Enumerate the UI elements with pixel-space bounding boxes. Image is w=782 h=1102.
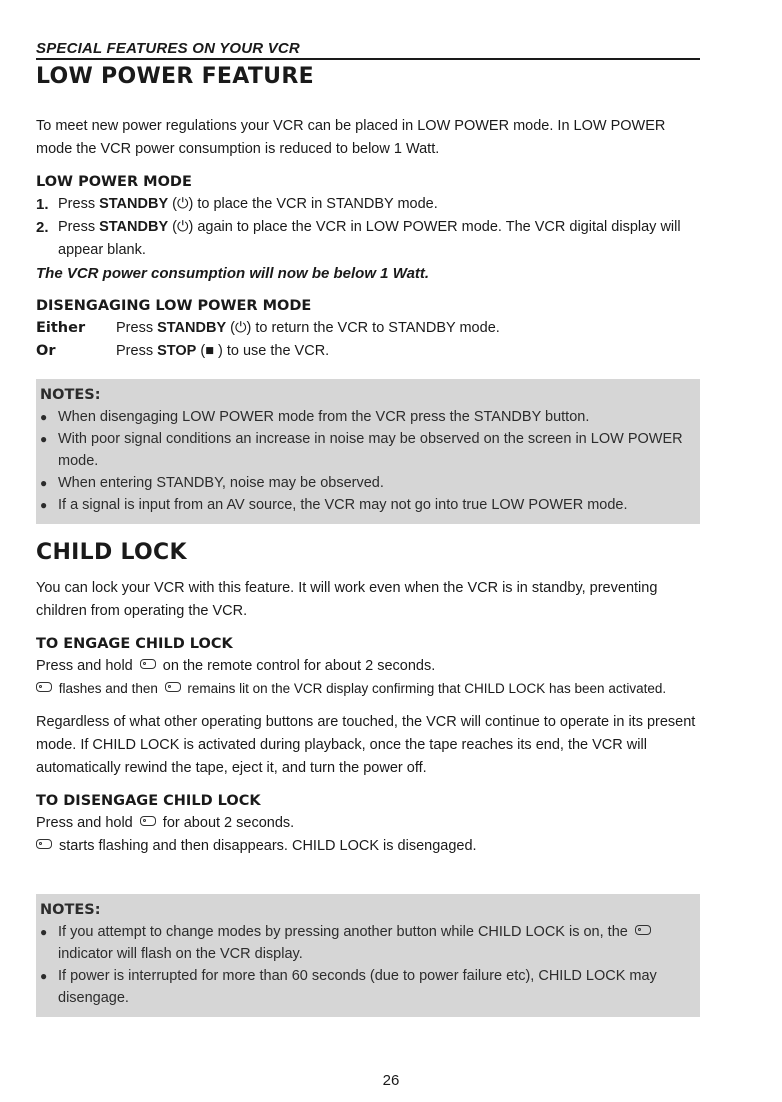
- step-1-post: to place the VCR in STANDBY mode.: [197, 196, 438, 212]
- low-power-mode-heading: LOW POWER MODE: [36, 174, 192, 190]
- or-row: [36, 340, 700, 363]
- notes-title: NOTES:: [40, 387, 101, 403]
- stop-key-label: STOP: [157, 343, 197, 359]
- disengage-low-power-heading: DISENGAGING LOW POWER MODE: [36, 298, 312, 314]
- child-lock-key-icon: [36, 682, 52, 692]
- child-lock-key-icon: [140, 659, 156, 669]
- section-header: SPECIAL FEATURES ON YOUR VCR: [36, 40, 700, 60]
- engage-post: on the remote control for about 2 seconds.: [162, 658, 436, 674]
- bullet-icon: ●: [40, 432, 48, 446]
- standby-key-label: STANDBY: [157, 320, 227, 336]
- or-post: to use the VCR.: [226, 343, 330, 359]
- note-item: [40, 406, 692, 428]
- power-icon: (⏻): [172, 219, 194, 235]
- or-text: [116, 340, 329, 363]
- step-2-text: [58, 216, 700, 262]
- standby-key-label: STANDBY: [99, 219, 169, 235]
- bullet-icon: ●: [40, 925, 48, 939]
- child-lock-key-icon: [36, 839, 52, 849]
- note-text: When disengaging LOW POWER mode from the VCR press the STANDBY button.: [58, 409, 590, 425]
- note-item: [40, 965, 692, 1009]
- either-pre: Press: [116, 320, 154, 336]
- notes-box-low-power: [36, 379, 700, 524]
- notes-box-child-lock: [36, 894, 700, 1017]
- low-power-title: LOW POWER FEATURE: [36, 64, 314, 89]
- standby-key-label: STANDBY: [99, 196, 169, 212]
- bullet-icon: ●: [40, 969, 48, 983]
- page-number: 26: [382, 1072, 400, 1089]
- child-lock-key-icon: [635, 925, 651, 935]
- flash-text-a: flashes and then: [58, 681, 158, 696]
- note-1-post: indicator will flash on the VCR display.: [58, 946, 303, 962]
- power-icon: (⏻): [230, 320, 252, 336]
- note-text: With poor signal conditions an increase in noise may be observed on the screen in LOW POWER mode.: [58, 431, 683, 469]
- engage-confirmation: [36, 678, 700, 699]
- step-2-number: 2.: [36, 219, 49, 236]
- flash-text-b: remains lit on the VCR display confirming that CHILD LOCK has been activated.: [187, 681, 667, 696]
- child-lock-key-icon: [140, 816, 156, 826]
- bullet-icon: ●: [40, 498, 48, 512]
- step-2: [36, 216, 700, 262]
- disengage-result-text: starts flashing and then disappears. CHILD LOCK is disengaged.: [59, 838, 477, 854]
- step-1-text: [58, 193, 438, 216]
- engage-child-lock-heading: TO ENGAGE CHILD LOCK: [36, 636, 233, 652]
- note-item: [40, 428, 692, 472]
- power-icon: (⏻): [172, 196, 194, 212]
- note-item: [40, 494, 692, 516]
- note-1-pre: If you attempt to change modes by pressing another button while CHILD LOCK is on, the: [58, 924, 628, 940]
- either-label: Either: [36, 320, 86, 336]
- bullet-icon: ●: [40, 410, 48, 424]
- stop-icon: (■ ): [200, 343, 223, 359]
- disengage-instruction: [36, 812, 700, 835]
- either-row: [36, 317, 700, 340]
- note-text: [58, 921, 692, 965]
- note-item: [40, 472, 692, 494]
- step-2-pre: Press: [58, 219, 96, 235]
- step-1: [36, 193, 700, 216]
- step-1-pre: Press: [58, 196, 96, 212]
- note-text: If a signal is input from an AV source, the VCR may not go into true LOW POWER mode.: [58, 497, 628, 513]
- regardless-paragraph: Regardless of what other operating buttons are touched, the VCR will continue to operate in its present mode. If CHILD LOCK is activated during playback, once the tape reaches its end, the VCR will automatically rewind the tape, eject it, and turn the power off.: [36, 714, 696, 776]
- bullet-icon: ●: [40, 476, 48, 490]
- note-text: When entering STANDBY, noise may be observed.: [58, 475, 384, 491]
- note-item: [40, 921, 692, 965]
- notes-title: NOTES:: [40, 902, 101, 918]
- or-pre: Press: [116, 343, 154, 359]
- or-label: Or: [36, 343, 56, 359]
- disengage-post: for about 2 seconds.: [162, 815, 295, 831]
- either-post: to return the VCR to STANDBY mode.: [255, 320, 500, 336]
- child-lock-title: CHILD LOCK: [36, 540, 187, 565]
- disengage-result: [36, 835, 700, 858]
- disengage-pre: Press and hold: [36, 815, 133, 831]
- engage-instruction: [36, 655, 700, 678]
- disengage-child-lock-heading: TO DISENGAGE CHILD LOCK: [36, 793, 261, 809]
- child-lock-key-icon: [165, 682, 181, 692]
- power-emphasis: The VCR power consumption will now be below 1 Watt.: [36, 265, 430, 282]
- manual-page: [36, 40, 700, 1017]
- low-power-intro: To meet new power regulations your VCR can be placed in LOW POWER mode. In LOW POWER mode the VCR power consumption is reduced to below 1 Watt.: [36, 118, 666, 157]
- step-1-number: 1.: [36, 196, 49, 213]
- either-text: [116, 317, 500, 340]
- step-2-post: again to place the VCR in LOW POWER mode. The VCR digital display will appear blank.: [58, 219, 681, 258]
- child-lock-intro: You can lock your VCR with this feature. It will work even when the VCR is in standby, preventing children from operating the VCR.: [36, 580, 658, 619]
- engage-pre: Press and hold: [36, 658, 133, 674]
- note-text: If power is interrupted for more than 60 seconds (due to power failure etc), CHILD LOCK may disengage.: [58, 968, 657, 1006]
